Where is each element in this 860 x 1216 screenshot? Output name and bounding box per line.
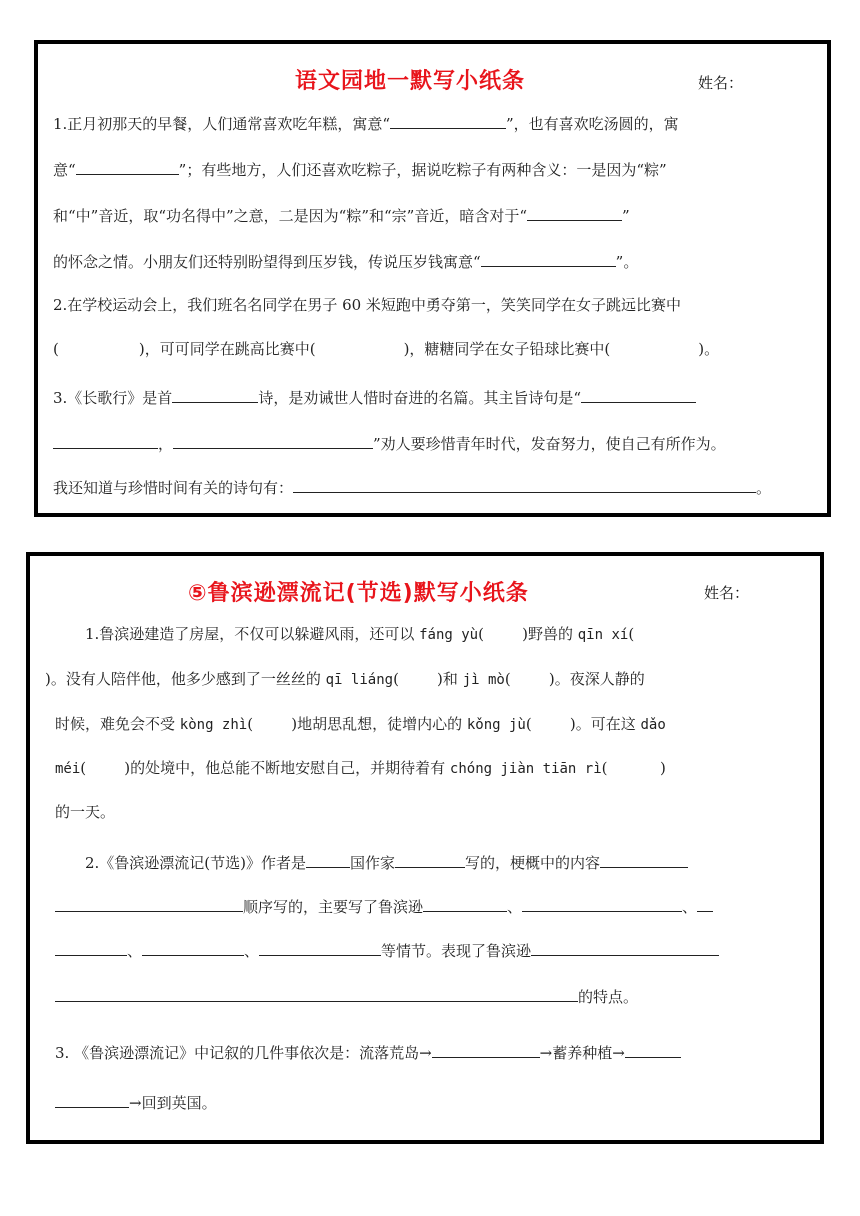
question-2-line-4: 的特点。 [55,984,638,1007]
answer-blank[interactable] [481,249,616,267]
answer-blank[interactable] [432,1040,540,1058]
answer-blank[interactable] [522,894,682,912]
question-2-line-2: 顺序写的，主要写了鲁滨逊 、 、 [55,894,713,917]
question-3-line-2: ， ”劝人要珍惜青年时代，发奋努力，使自己有所作为。 [53,431,726,454]
question-1-line-2: 意“ ”；有些地方，人们还喜欢吃粽子，据说吃粽子有两种含义：一是因为“粽” [53,157,667,180]
answer-blank[interactable] [527,203,622,221]
question-3-line-2: →回到英国。 [55,1090,217,1113]
name-label: 姓名： [704,584,750,602]
question-2-line-3: 、 、 等情节。表现了鲁滨逊 [55,938,719,961]
answer-blank[interactable] [581,385,696,403]
question-3-line-1: 3. 《鲁滨逊漂流记》中记叙的几件事依次是：流落荒岛→ →蓄养种植→ [55,1040,681,1063]
question-2-line-2: ( )，可可同学在跳高比赛中( )，糖糖同学在女子铅球比赛中( )。 [53,340,720,358]
answer-blank[interactable] [172,385,258,403]
answer-blank[interactable] [293,475,756,493]
name-label: 姓名： [698,74,744,92]
answer-blank[interactable] [55,984,578,1002]
answer-blank[interactable] [531,938,719,956]
answer-blank[interactable] [697,894,713,912]
question-3-line-1: 3.《长歌行》是首 诗，是劝诫世人惜时奋进的名篇。其主旨诗句是“ [53,385,696,408]
answer-blank[interactable] [55,894,243,912]
question-1-line-4: 的怀念之情。小朋友们还特别盼望得到压岁钱，传说压岁钱寓意“ ”。 [53,249,638,272]
card-title: ⑤鲁滨逊漂流记(节选)默写小纸条 [188,581,529,606]
question-2-line-1: 2.在学校运动会上，我们班名名同学在男子 60 米短跑中勇夺第一，笑笑同学在女子跳远比赛中 [53,296,681,314]
answer-blank[interactable] [55,1090,129,1108]
question-1-line-3: 时候，难免会不受 kòng zhì( )地胡思乱想，徒增内心的 kǒng jù( )。可在这 dǎo [55,715,666,733]
question-2-line-1: 2.《鲁滨逊漂流记(节选)》作者是 国作家 写的，梗概中的内容 [85,850,688,873]
answer-blank[interactable] [625,1040,681,1058]
answer-blank[interactable] [306,850,350,868]
answer-blank[interactable] [53,431,158,449]
answer-blank[interactable] [390,111,506,129]
answer-blank[interactable] [259,938,381,956]
card-title: 语文园地一默写小纸条 [295,69,526,94]
answer-blank[interactable] [423,894,507,912]
question-1-line-1: 1.鲁滨逊建造了房屋，不仅可以躲避风雨，还可以 fáng yù( )野兽的 qīn xí( [85,625,635,643]
answer-blank[interactable] [600,850,688,868]
question-1-line-2: )。没有人陪伴他，他多少感到了一丝丝的 qī liáng( )和 jì mò( )。夜深人静的 [45,670,645,688]
answer-blank[interactable] [55,938,127,956]
question-1-line-1: 1.正月初那天的早餐，人们通常喜欢吃年糕，寓意“ ”，也有喜欢吃汤圆的，寓 [53,111,679,134]
dictation-card-robinson-crusoe [26,552,824,1144]
answer-blank[interactable] [142,938,244,956]
answer-blank[interactable] [173,431,373,449]
question-3-line-3: 我还知道与珍惜时间有关的诗句有： 。 [53,475,771,498]
answer-blank[interactable] [76,157,179,175]
question-1-line-3: 和“中”音近，取“功名得中”之意，二是因为“粽”和“宗”音近，暗含对于“ ” [53,203,630,226]
dictation-card-unit-review [34,40,831,517]
question-1-line-5: 的一天。 [55,803,116,821]
question-1-line-4: méi( )的处境中，他总能不断地安慰自己，并期待着有 chóng jiàn tiān rì( ) [55,759,666,777]
answer-blank[interactable] [395,850,465,868]
